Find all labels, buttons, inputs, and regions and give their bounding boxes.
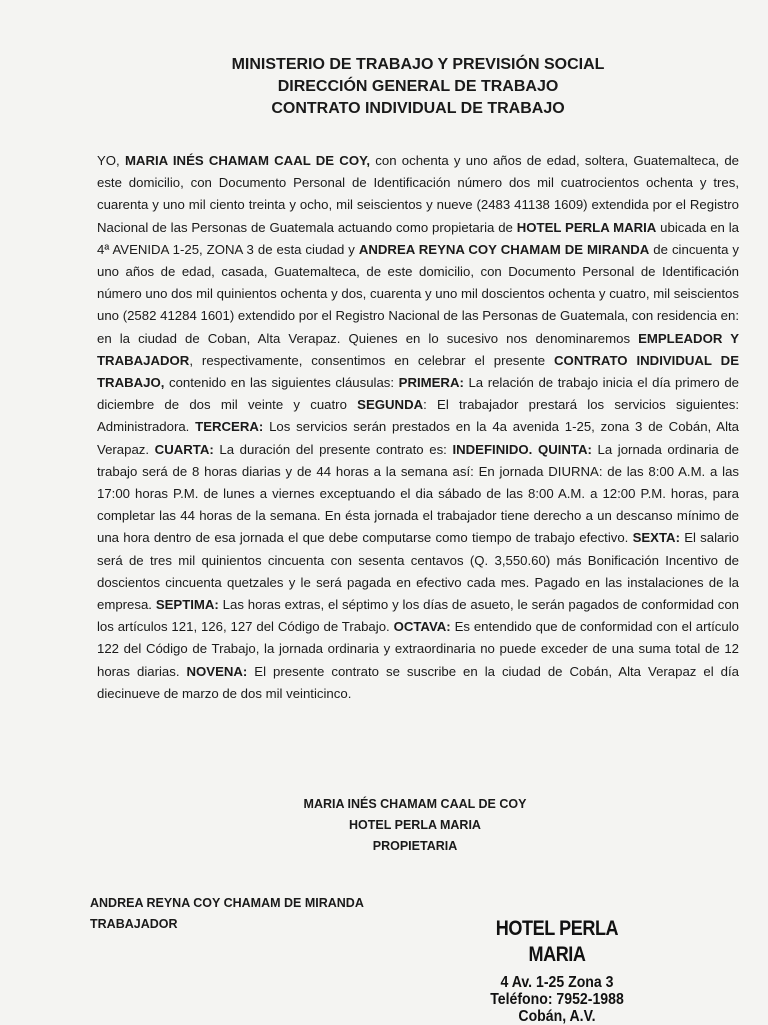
owner-name: MARIA INÉS CHAMAM CAAL DE COY bbox=[303, 797, 527, 811]
body-text: La relación de trabajo inicia el día primero de diciembre de dos mil veinte y cuatro bbox=[97, 375, 739, 413]
hotel-name: HOTEL PERLA MARIA bbox=[516, 219, 657, 235]
contract-label: CONTRATO INDIVIDUAL DE TRABAJO, bbox=[97, 352, 739, 391]
worker-name: ANDREA REYNA COY CHAMAM DE MIRANDA bbox=[358, 241, 650, 257]
body-text: El presente contrato se suscribe en la ciudad de Cobán, Alta Verapaz el día diecinueve de marzo de dos mil veinticinco. bbox=[97, 663, 739, 701]
ministry-title: MINISTERIO DE TRABAJO Y PREVISIÓN SOCIAL bbox=[231, 56, 605, 73]
body-text: La duración del presente contrato es: bbox=[213, 441, 453, 457]
clause-quinta: INDEFINIDO. QUINTA: bbox=[452, 441, 592, 457]
body-text: El salario será de tres mil quinientos cincuenta con sesenta centavos (Q. 3,550.60) más Bonificación Incentivo de doscientos cincuenta quetzales y le será pagada en efectivo cada mes. Pagado en las instalaciones de la empresa. bbox=[97, 530, 739, 613]
worker-signature-name: ANDREA REYNA COY CHAMAM DE MIRANDA bbox=[90, 896, 364, 910]
body-text: Los servicios serán prestados en la 4a avenida 1-25, zona 3 de Cobán, Alta Verapaz. bbox=[97, 419, 739, 457]
clause-tercera: TERCERA: bbox=[195, 419, 264, 435]
owner-company: HOTEL PERLA MARIA bbox=[349, 818, 481, 832]
worker-signature-block bbox=[90, 893, 450, 935]
stamp-hotel-name: HOTEL PERLA MARIA bbox=[495, 917, 619, 966]
body-text: ubicada en la 4ª AVENIDA 1-25, ZONA 3 de esta ciudad y bbox=[97, 219, 739, 257]
clause-cuarta: CUARTA: bbox=[154, 441, 214, 457]
clause-septima: SEPTIMA: bbox=[155, 597, 219, 613]
body-text: de cincuenta y uno años de edad, casada, Guatemalteca, de este domicilio, con Documento Personal de Identificación número uno dos mil quinientos ochenta y dos, cuarenta y uno mil doscientos ochenta y cuatro, mil seiscientos uno (2582 41284 1601) extendido por el Registro Nacional de las Personas de Guatemala, con residencia en: en la ciudad de Coban, Alta Verapaz. Quienes en lo sucesivo nos denominaremos bbox=[97, 241, 739, 346]
stamp-address: 4 Av. 1-25 Zona 3 bbox=[500, 974, 614, 991]
clause-segunda: SEGUNDA bbox=[357, 397, 424, 413]
body-text: Es entendido que de conformidad con el artículo 122 del Código de Trabajo, la jornada ordinaria y extraordinaria no puede exceder de una suma total de 12 horas diarias. bbox=[97, 619, 739, 679]
clause-sexta: SEXTA: bbox=[632, 530, 680, 546]
clause-primera: PRIMERA: bbox=[398, 375, 464, 391]
owner-signature-block bbox=[250, 794, 580, 857]
body-text: con ochenta y uno años de edad, soltera, Guatemalteca, de este domicilio, con Documento Personal de Identificación número dos mil cuatrocientos ochenta y tres, cuarenta y uno mil ciento treinta y ocho, mil seiscientos y nueve (2483 41138 1609) extendida por el Registro Nacional de las Personas de Guatemala actuando como propietaria de bbox=[97, 153, 739, 235]
parties-label: EMPLEADOR Y TRABAJADOR bbox=[97, 330, 739, 368]
hotel-stamp bbox=[452, 916, 662, 1025]
document-header bbox=[0, 54, 768, 120]
clause-octava: OCTAVA: bbox=[393, 619, 451, 635]
worker-role: TRABAJADOR bbox=[90, 917, 178, 931]
contract-title: CONTRATO INDIVIDUAL DE TRABAJO bbox=[271, 100, 565, 117]
directorate-title: DIRECCIÓN GENERAL DE TRABAJO bbox=[277, 78, 559, 95]
body-text: YO, bbox=[97, 153, 125, 168]
employer-name: MARIA INÉS CHAMAM CAAL DE COY, bbox=[124, 153, 371, 168]
body-text: La jornada ordinaria de trabajo será de 8 horas diarias y de 44 horas a la semana así: En jornada DIURNA: de las 8:00 A.M. a las 17:00 horas P.M. de lunes a viernes exceptuando el dia sábado de las 8:00 A.M. a 12:00 P.M. horas, para completar las 44 horas de la semana. En ésta jornada el trabajador tiene derecho a un descanso mínimo de una hora dentro de esa jornada el que debe computarse como tiempo de trabajo efectivo. bbox=[97, 441, 739, 546]
body-text: , respectivamente, consentimos en celebrar el presente bbox=[189, 352, 555, 368]
stamp-phone: Teléfono: 7952-1988 bbox=[490, 991, 624, 1008]
clause-novena: NOVENA: bbox=[186, 663, 248, 679]
contract-body bbox=[97, 150, 739, 705]
body-text: contenido en las siguientes cláusulas: bbox=[164, 375, 399, 391]
body-text: Las horas extras, el séptimo y los días de asueto, le serán pagados de conformidad con los artículos 121, 126, 127 del Código de Trabajo. bbox=[97, 597, 740, 635]
owner-role: PROPIETARIA bbox=[372, 839, 458, 853]
stamp-city: Cobán, A.V. bbox=[518, 1008, 596, 1025]
body-text: : El trabajador prestará los servicios siguientes: Administradora. bbox=[97, 397, 739, 435]
